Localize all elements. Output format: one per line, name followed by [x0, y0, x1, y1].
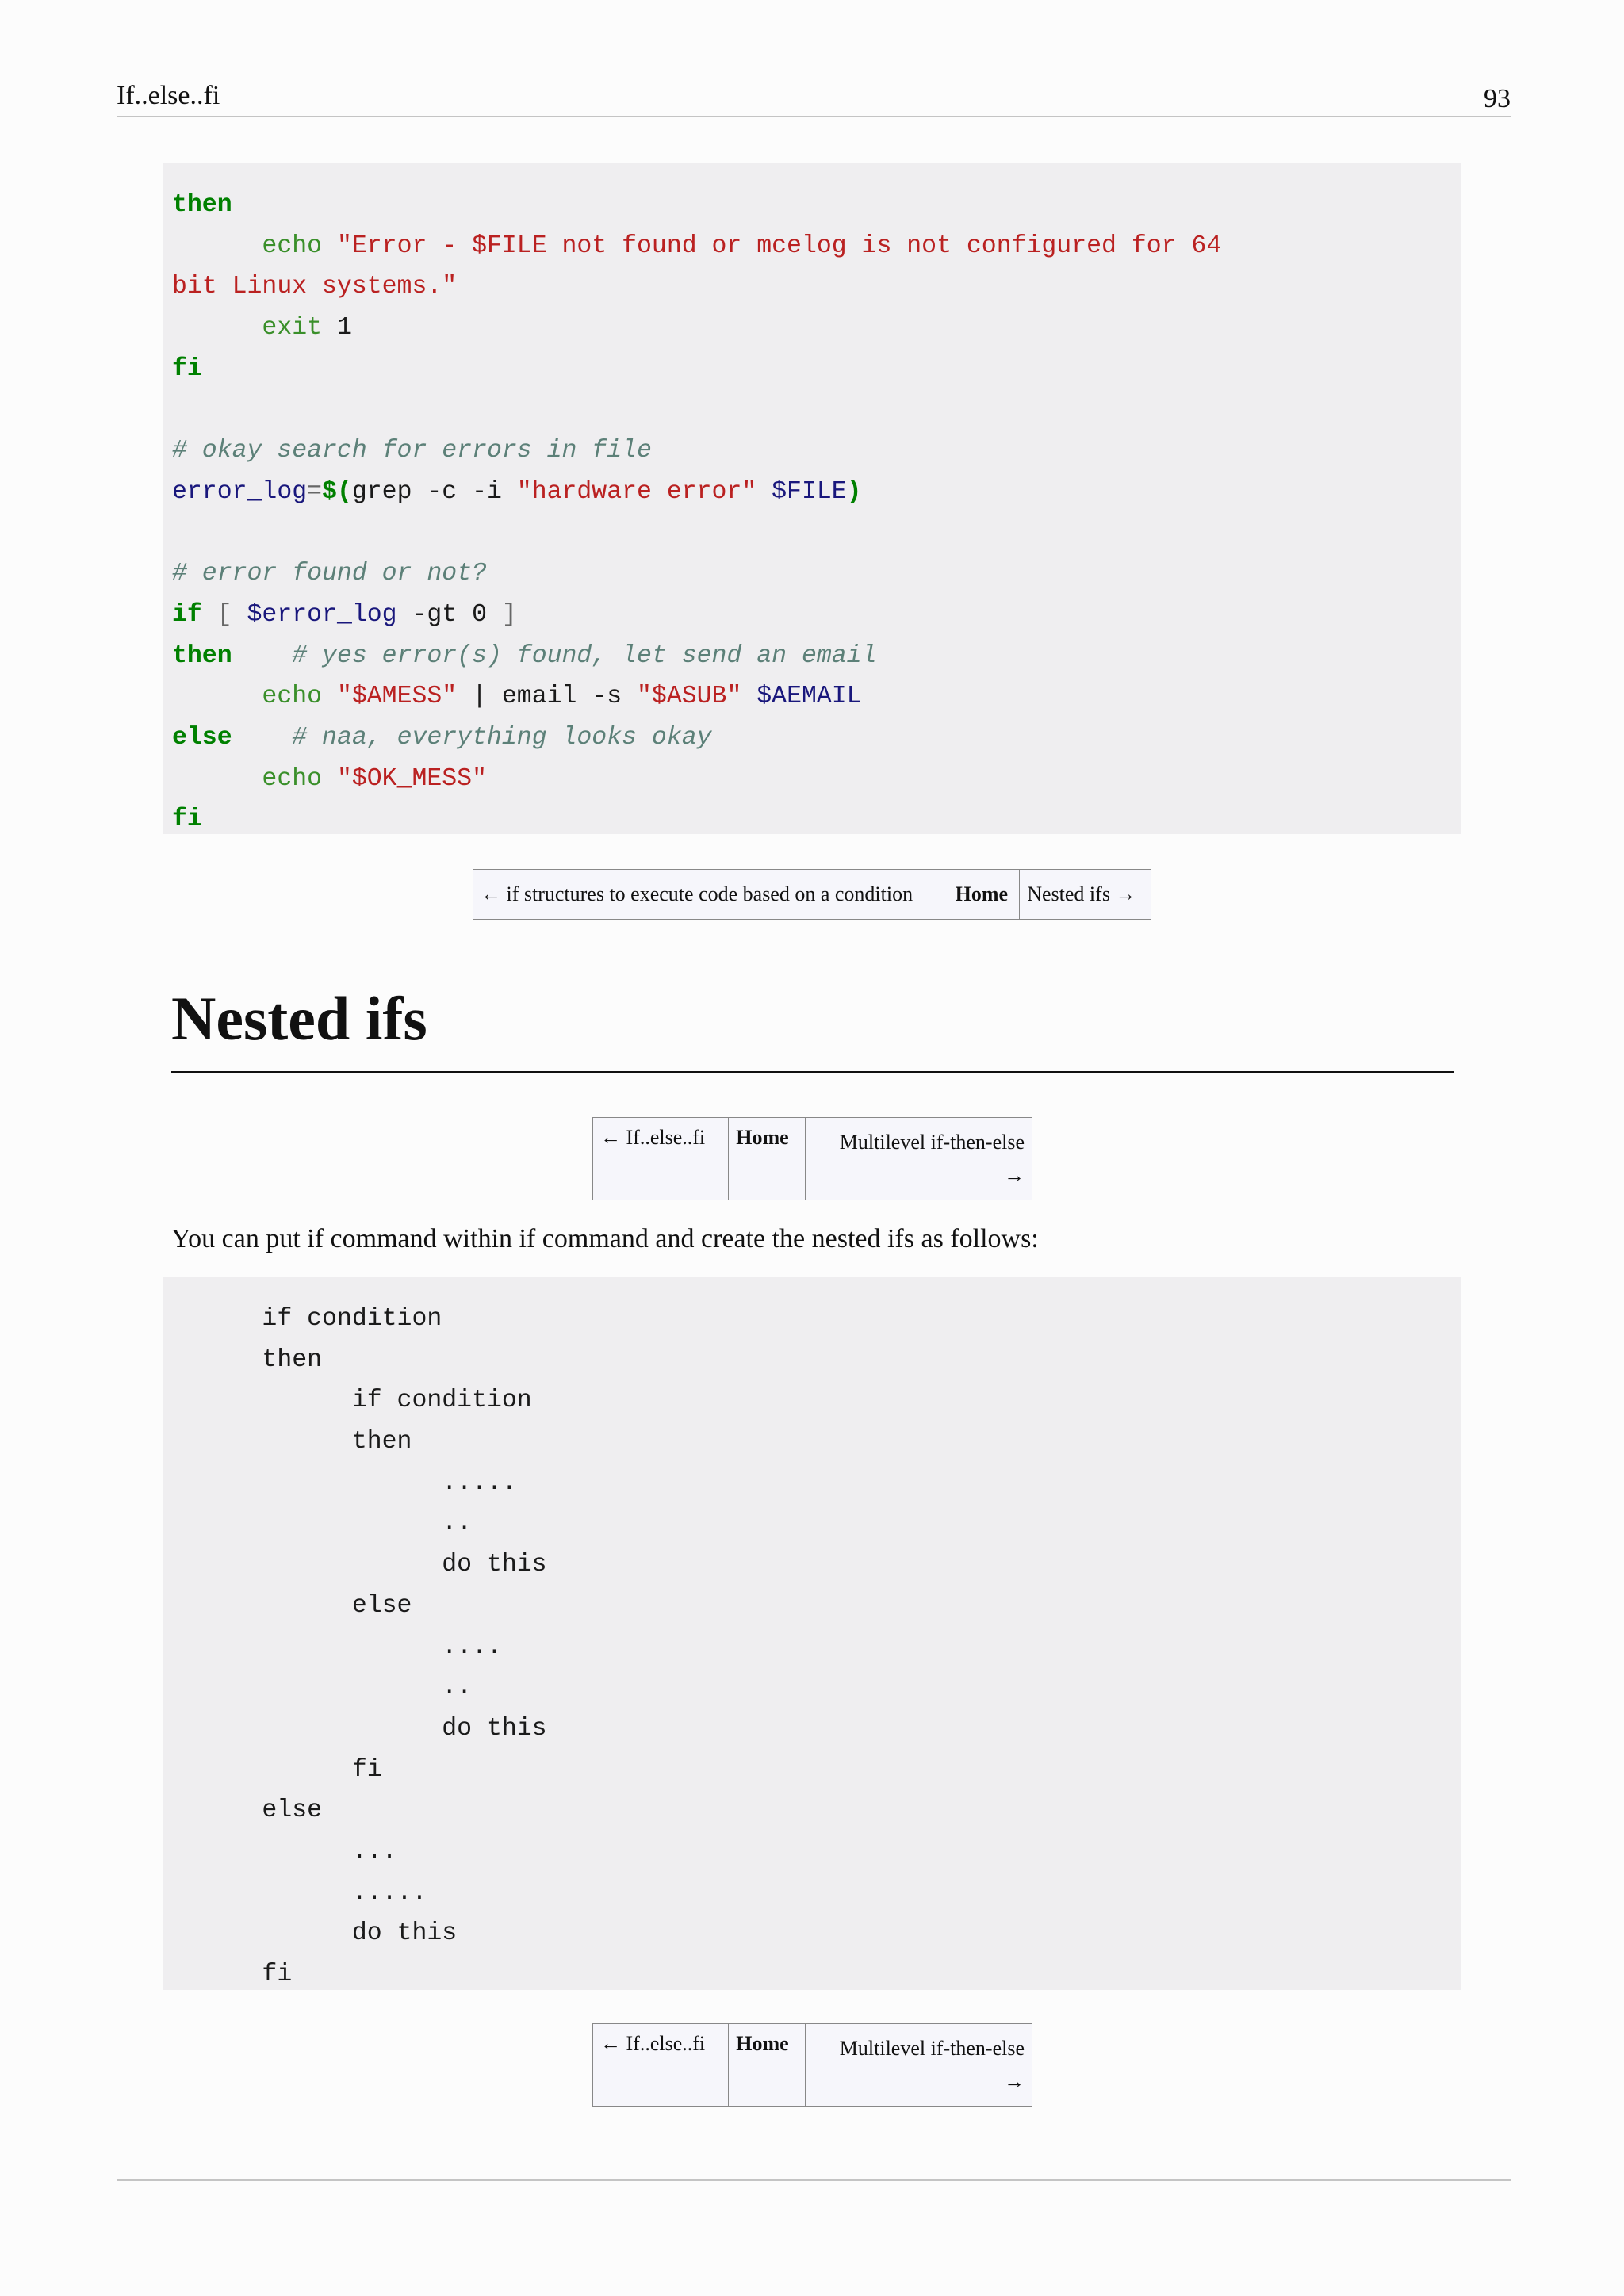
next-link[interactable]: Nested ifs →: [1020, 870, 1151, 920]
right-arrow-icon: →: [1004, 2070, 1025, 2093]
variable: $AEMAIL: [756, 683, 862, 711]
code-line: [172, 472, 1461, 513]
indent: [172, 765, 262, 793]
code-line: do this: [172, 1714, 547, 1743]
space: [756, 478, 772, 506]
keyword: else: [172, 723, 232, 752]
prev-link[interactable]: ← If..else..fi: [593, 1118, 729, 1200]
code-line: then: [172, 1428, 412, 1456]
code-line: do this: [172, 1919, 458, 1948]
code-block-mcelog: [163, 163, 1461, 834]
builtin: echo: [262, 764, 323, 793]
section-title: Nested ifs: [171, 984, 427, 1053]
keyword: if: [172, 600, 202, 629]
subst-close: ): [846, 477, 862, 506]
variable: $FILE: [772, 477, 847, 506]
indent: [172, 232, 262, 260]
home-link[interactable]: Home: [948, 870, 1020, 920]
space: [741, 683, 756, 710]
keyword: fi: [172, 806, 202, 834]
nav-table-top: [473, 869, 1151, 920]
code-line: else: [172, 1591, 412, 1620]
indent: [172, 683, 262, 710]
comment: # error found or not?: [172, 560, 487, 588]
code-line-blank: [172, 389, 1461, 430]
string: "$ASUB": [637, 683, 742, 711]
code-line: [172, 799, 1461, 840]
section-rule: [171, 1071, 1454, 1073]
plain: -gt 0: [396, 600, 502, 629]
prev-link[interactable]: ← if structures to execute code based on a condition: [473, 870, 948, 920]
code-line: then: [172, 1345, 323, 1374]
code-line: ..: [172, 1510, 473, 1538]
keyword: fi: [172, 354, 202, 383]
code-line: [172, 718, 1461, 759]
string: bit Linux systems.": [172, 273, 458, 301]
code-line: [172, 759, 1461, 800]
code-line: [172, 676, 1461, 718]
code-line: fi: [172, 1755, 382, 1784]
space: [322, 683, 337, 710]
page-header: [117, 81, 1511, 117]
code-line: ...: [172, 1837, 397, 1866]
string: "hardware error": [516, 477, 757, 506]
next-link-label: Multilevel if-then-else: [839, 2037, 1025, 2060]
bracket: [: [201, 600, 247, 629]
keyword: then: [172, 191, 232, 219]
code-line: if condition: [172, 1305, 442, 1333]
code-line-blank: [172, 513, 1461, 554]
code-line: do this: [172, 1551, 547, 1579]
page-number: 93: [1484, 84, 1511, 113]
right-arrow-icon: →: [1004, 1164, 1025, 1187]
code-line: .....: [172, 1878, 427, 1907]
next-link[interactable]: [806, 1118, 1032, 1200]
subst-open: $(: [322, 477, 352, 506]
code-line: ..: [172, 1674, 473, 1702]
code-line: fi: [172, 1961, 293, 1988]
next-link[interactable]: [806, 2024, 1032, 2107]
code-line: ....: [172, 1632, 502, 1661]
running-title: If..else..fi: [117, 81, 220, 110]
variable: error_log: [172, 477, 308, 506]
code-line: [172, 349, 1461, 390]
code-line: [172, 595, 1461, 636]
plain: grep -c -i: [351, 477, 517, 506]
code-line: [172, 308, 1461, 349]
code-line: [172, 266, 1461, 308]
footer-rule: [117, 2179, 1511, 2181]
home-link[interactable]: Home: [729, 2024, 806, 2107]
code-line: else: [172, 1797, 323, 1825]
indent: [172, 314, 262, 342]
indent: [232, 724, 293, 752]
indent: [232, 642, 293, 670]
code-line: [172, 430, 1461, 472]
code-block-nested-ifs: [163, 1277, 1461, 1990]
home-link[interactable]: Home: [729, 1118, 806, 1200]
code-line: if condition: [172, 1387, 532, 1415]
string: "Error - $FILE not found or mcelog is not configured for 64: [336, 232, 1222, 260]
keyword: then: [172, 641, 232, 670]
comment: # yes error(s) found, let send an email: [292, 641, 877, 670]
plain: 1: [322, 314, 352, 342]
space: [322, 765, 337, 793]
comment: # okay search for errors in file: [172, 437, 652, 465]
string: "$AMESS": [336, 683, 458, 711]
code-line: [172, 185, 1461, 226]
next-link-label: Multilevel if-then-else: [839, 1131, 1025, 1154]
builtin: echo: [262, 683, 323, 711]
bracket: ]: [501, 600, 517, 629]
prev-link[interactable]: ← If..else..fi: [593, 2024, 729, 2107]
nav-table-bottom: [592, 2023, 1032, 2107]
code-line: [172, 226, 1461, 267]
builtin: echo: [262, 232, 323, 260]
comment: # naa, everything looks okay: [292, 723, 712, 752]
builtin: exit: [262, 314, 323, 342]
intro-paragraph: You can put if command within if command and create the nested ifs as follows:: [171, 1224, 1039, 1253]
string: "$OK_MESS": [336, 764, 487, 793]
operator: =: [307, 477, 323, 506]
nav-table-section: [592, 1117, 1032, 1200]
variable: $error_log: [247, 600, 397, 629]
code-line: .....: [172, 1468, 517, 1497]
code-line: [172, 636, 1461, 677]
code-line: [172, 553, 1461, 595]
plain: | email -s: [457, 683, 638, 711]
